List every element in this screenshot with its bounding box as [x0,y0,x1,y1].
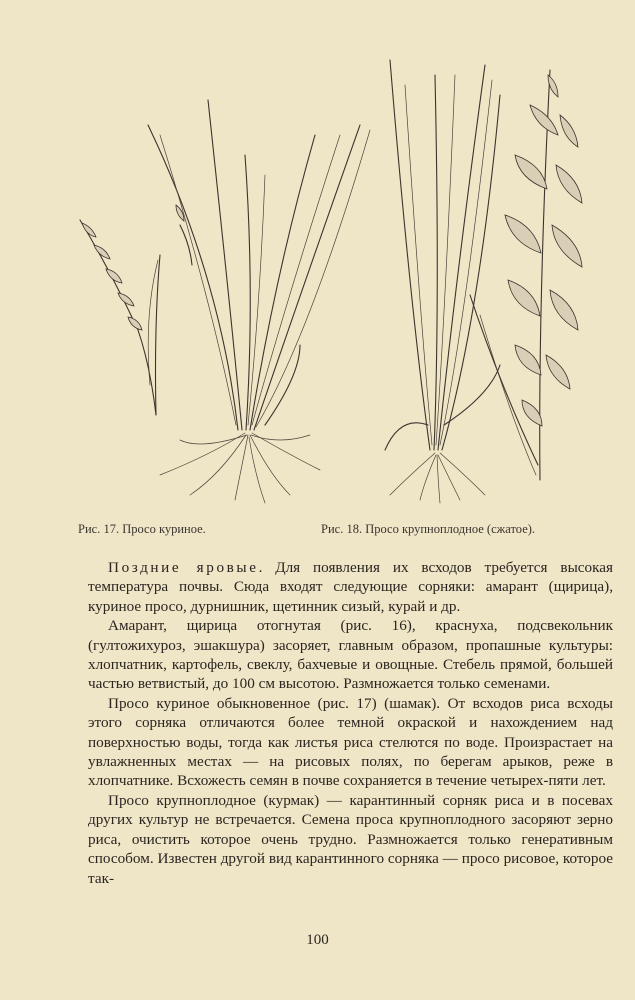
caption-fig-17: Рис. 17. Просо куриное. [78,522,206,536]
paragraph-large-seeded-millet [88,791,613,888]
page-number: 100 [306,932,329,948]
paragraph-text: Амарант, щирица отогнутая (рис. 16), краснуха, подсвекольник (гултожихуроз, эшакшура) засоряет, главным образом, пропашные культуры: хлопчатник, картофель, свеклу, бахчевые и овощные. Стебель прямой, большей частью ветвистый, до 100 см высотою. Размножается только семенами. [88,617,613,693]
paragraph-text: Просо крупноплодное (курмак) — карантинный сорняк риса и в посевах других культур не встречается. Семена проса крупноплодного засоряют зерно риса, очистить которое очень трудно. Размножается только генеративным способом. Известен другой вид карантинного сорняка — просо рисовое, которое так- [88,791,613,887]
paragraph-text: Просо куриное обыкновенное (рис. 17) (шамак). От всходов риса всходы этого сорняка отличаются более темной окраской и нахождением над поверхностью воды, тогда как листья риса стелются по воде. Произрастает на увлажненных местах — на рисовых полях, по берегам арыков, реже в хлопчатнике. Всхожесть семян в почве сохраняется в течение четырех-пяти лет. [88,694,613,790]
caption-fig-18: Рис. 18. Просо крупноплодное (сжатое). [321,522,536,536]
figures-area [60,55,620,510]
paragraph-lead: Поздние яровые [108,559,259,576]
plant-illustrations [60,55,620,510]
paragraph-text: . Для появления их всходов требуется высокая температура почвы. Сюда входят следующие сорняки: амарант (щирица), куриное просо, дурнишник, щетинник сизый, курай и др. [88,559,613,615]
barnyard-grass-drawing [80,100,370,503]
body-text [88,558,613,888]
paragraph-barnyard-millet [88,694,613,791]
paragraph-amaranth [88,616,613,694]
large-seeded-millet-drawing [385,60,582,503]
paragraph-late-spring [88,558,613,616]
